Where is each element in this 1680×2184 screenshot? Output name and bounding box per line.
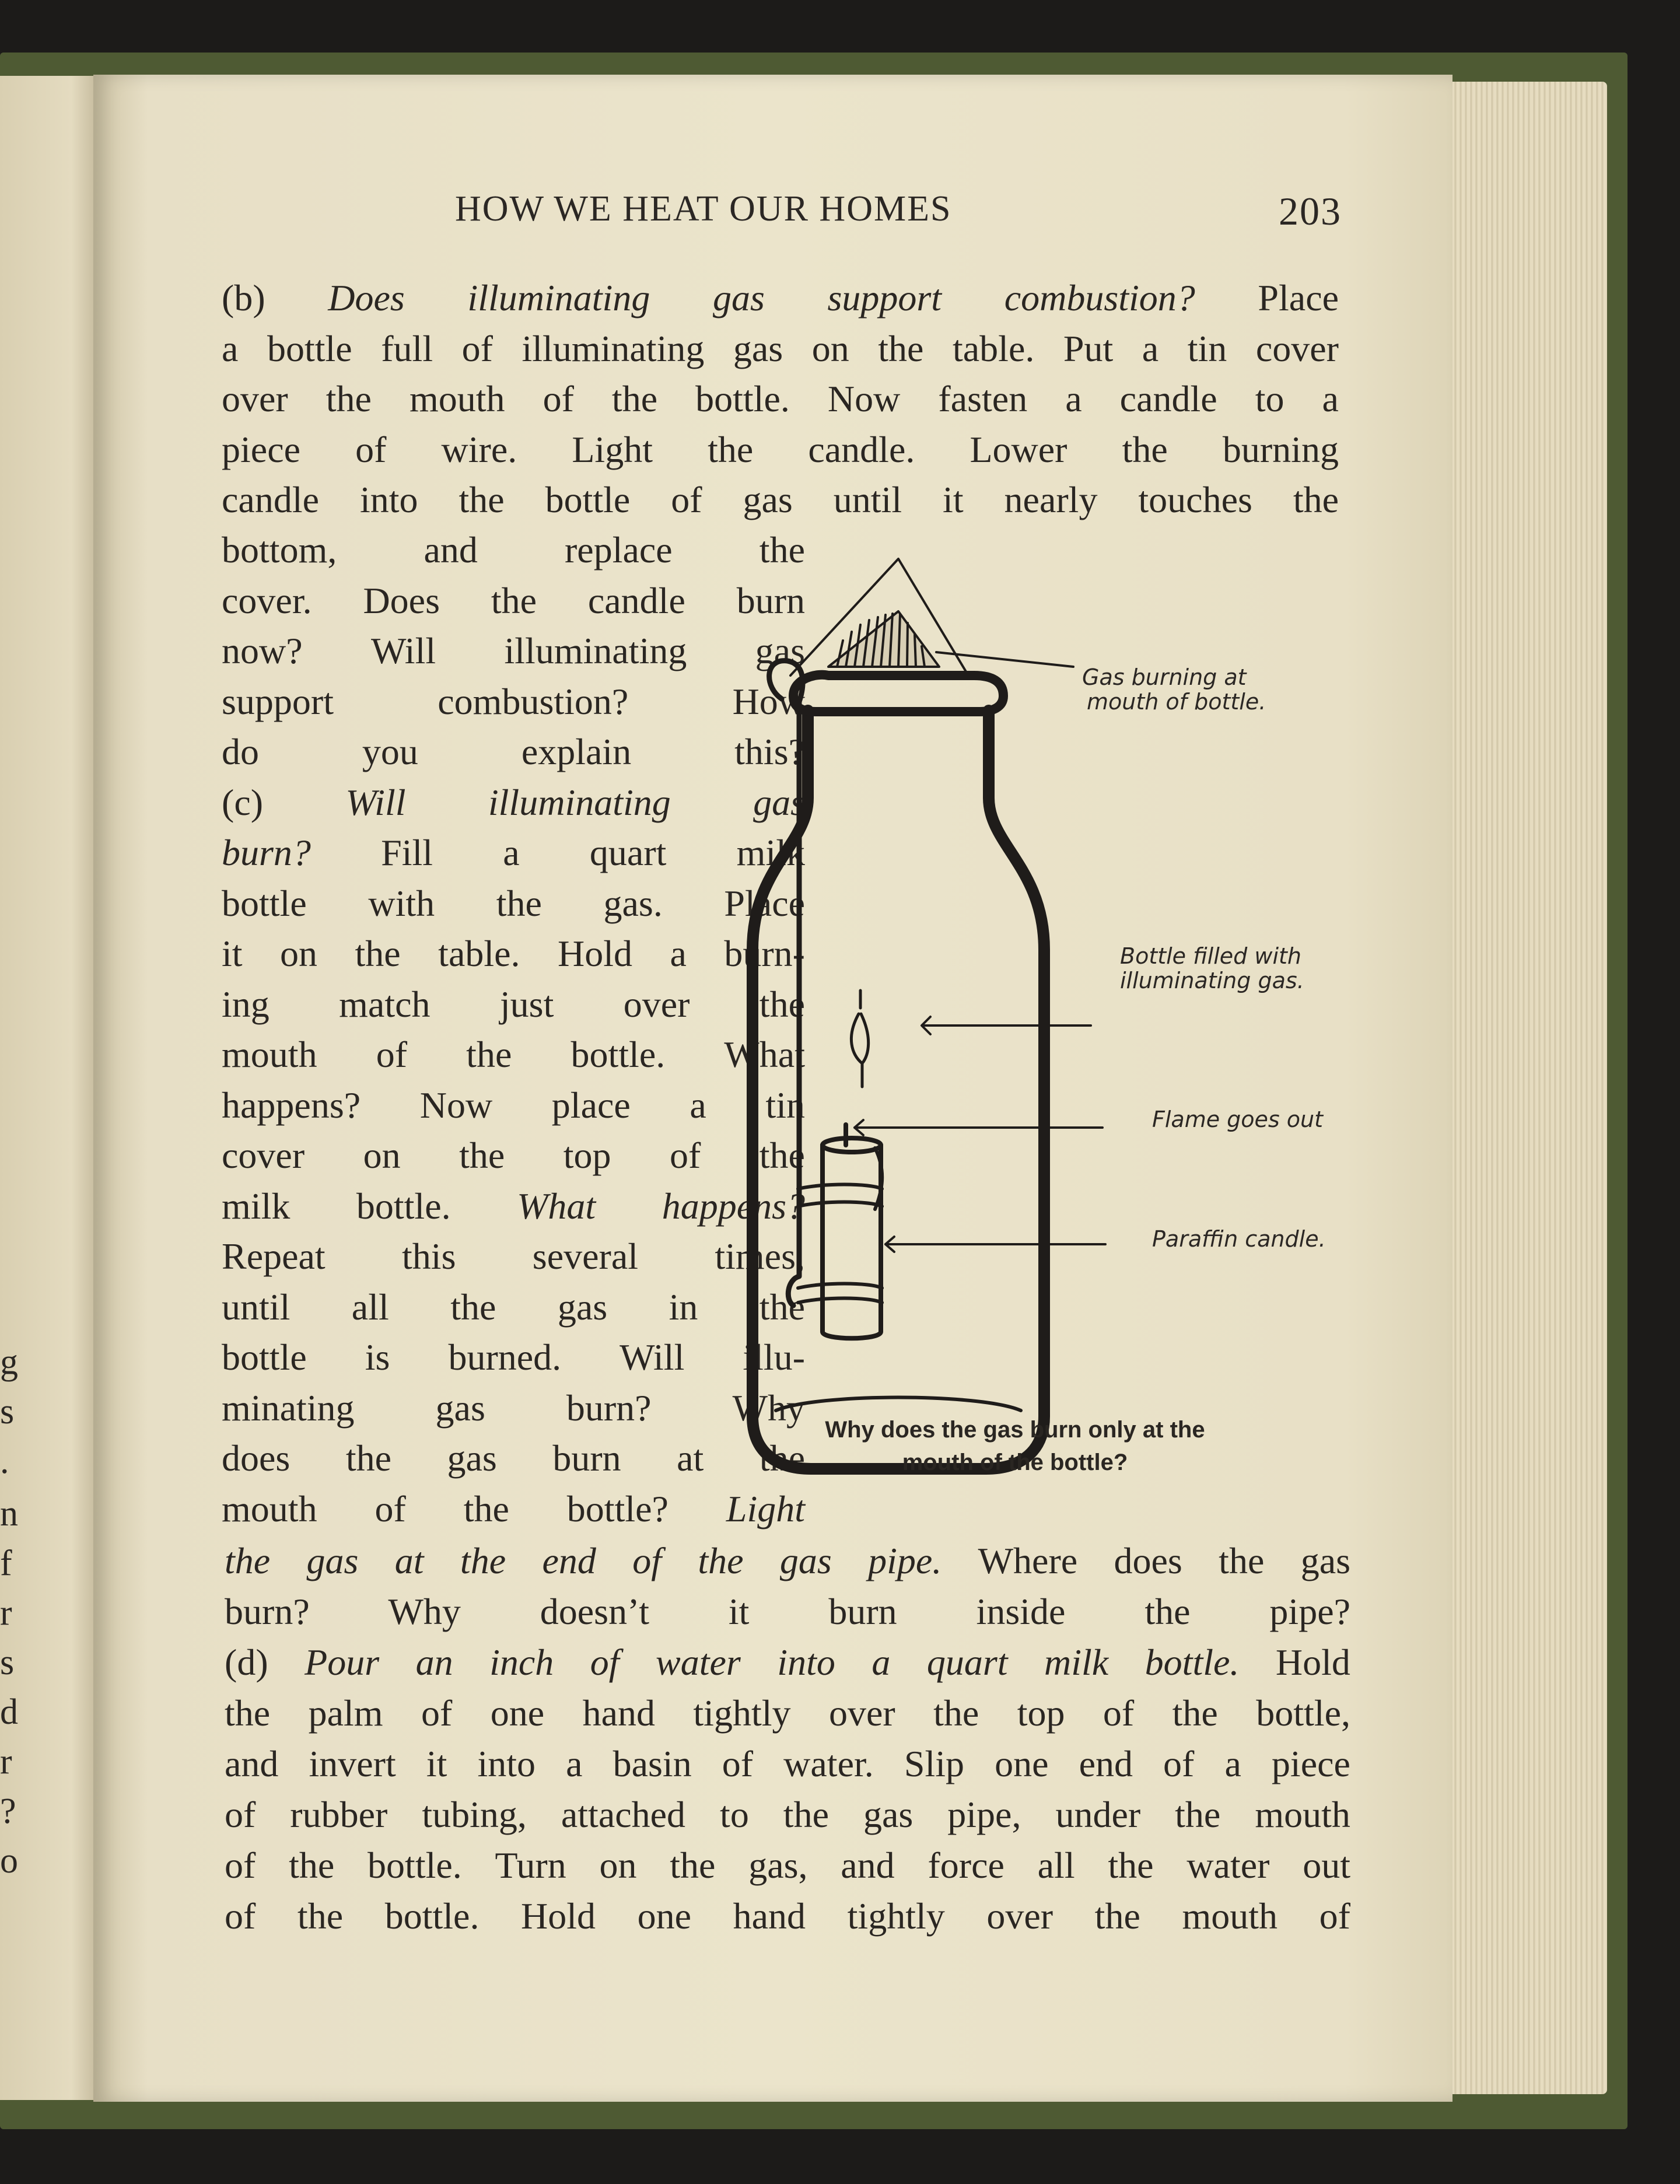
word: the (1293, 479, 1339, 520)
word: mouth (409, 378, 505, 419)
word: on (811, 327, 849, 369)
word: gas (863, 1794, 914, 1835)
running-head (455, 188, 1342, 241)
word: the (759, 1286, 805, 1328)
word: Lower (970, 428, 1068, 470)
word: burned. (448, 1336, 562, 1378)
word: in (668, 1286, 698, 1328)
word: Why (732, 1387, 805, 1429)
word: quart (589, 832, 667, 873)
label-bottle-filled-line1: Bottle filled with (1120, 943, 1301, 969)
word: Place (1258, 277, 1339, 318)
word: of (669, 1135, 701, 1176)
word: illuminating (504, 630, 687, 671)
word: a (566, 1743, 583, 1784)
word: over (222, 378, 288, 419)
word: tin (765, 1084, 805, 1126)
word: palm (308, 1692, 383, 1734)
word: a (1322, 378, 1339, 419)
word: of (225, 1895, 256, 1937)
word: Turn (495, 1845, 566, 1886)
word: the (355, 933, 401, 974)
word: of (590, 1642, 620, 1683)
word: (d) (225, 1642, 268, 1683)
text-line (222, 425, 1339, 475)
word: of (722, 1743, 754, 1784)
word: What (724, 1034, 805, 1075)
word: on (280, 933, 318, 974)
word: replace (564, 529, 673, 570)
word: at (677, 1437, 704, 1479)
word: wire. (441, 428, 517, 470)
word: burn? (222, 832, 311, 873)
word: the (1219, 1540, 1265, 1581)
word: end (542, 1540, 596, 1581)
word: touches (1138, 479, 1252, 520)
word: burn (552, 1437, 621, 1479)
text-run: What happens? (517, 1185, 805, 1227)
left-page-char: d (0, 1692, 18, 1732)
word: combustion? (438, 680, 629, 722)
label-bottle-filled-line2: illuminating gas. (1120, 968, 1304, 993)
text-line (222, 1030, 805, 1080)
word: gas (779, 1540, 832, 1581)
page-number: 203 (1279, 189, 1342, 233)
bottle-outline (752, 710, 1044, 1469)
word: this (402, 1236, 456, 1277)
left-page-char: g (0, 1342, 18, 1382)
word: of (632, 1540, 662, 1581)
word: the (1122, 428, 1168, 470)
word: candle (222, 479, 319, 520)
word: cover (1255, 327, 1339, 369)
word: bottle. (570, 1034, 666, 1075)
word: tightly (847, 1895, 945, 1937)
word: the (466, 1034, 512, 1075)
word: gas (557, 1286, 608, 1328)
word: the (289, 1845, 335, 1886)
word: water (1186, 1845, 1270, 1886)
text-line (222, 1080, 805, 1130)
word: and (225, 1743, 279, 1784)
word: of (1102, 1692, 1135, 1734)
word: place (551, 1084, 631, 1126)
text-line (225, 1840, 1350, 1891)
word: the (611, 378, 658, 419)
word: several (532, 1236, 638, 1277)
word: gas (435, 1387, 485, 1429)
word: table. (438, 933, 520, 974)
word: Does (328, 277, 405, 318)
extinguished-flame (851, 991, 868, 1063)
word: of (1319, 1895, 1350, 1937)
word: Hold (558, 933, 632, 974)
bottle-rim (793, 675, 1003, 712)
text-line (222, 1484, 805, 1534)
word: attached (561, 1794, 686, 1835)
word: a (1065, 378, 1082, 419)
word: nearly (1004, 479, 1098, 520)
word: to (720, 1794, 749, 1835)
word: Will (370, 630, 436, 671)
word: gas (755, 630, 805, 671)
word: with (368, 882, 435, 924)
word: of (225, 1794, 256, 1835)
word: of (671, 479, 702, 520)
word: gas (712, 277, 765, 318)
word: burn? (566, 1387, 652, 1429)
book-page (93, 75, 1452, 2102)
word: a (690, 1084, 706, 1126)
word: into (777, 1642, 835, 1683)
word: the (933, 1692, 979, 1734)
word: and (424, 529, 478, 570)
word: the (345, 1437, 391, 1479)
word: the (759, 983, 805, 1025)
word: bottle, (1256, 1692, 1350, 1734)
word: the (463, 1488, 509, 1530)
label-gas-burning-line2: mouth of bottle. (1087, 689, 1266, 715)
word: one (637, 1895, 692, 1937)
word: over (986, 1895, 1054, 1937)
word: Hold (521, 1895, 596, 1937)
text-line (225, 1587, 1350, 1637)
label-flame-out: Flame goes out (1152, 1107, 1324, 1132)
word: just (499, 983, 554, 1025)
left-page-char: o (0, 1841, 18, 1881)
word: piece (222, 428, 300, 470)
word: gas (1300, 1540, 1350, 1581)
word: hand (582, 1692, 655, 1734)
word: Light (726, 1488, 805, 1530)
word: Slip (904, 1743, 964, 1784)
word: a (872, 1642, 891, 1683)
word: Where (978, 1540, 1078, 1581)
text-line (222, 1383, 805, 1433)
word: Does (363, 579, 440, 621)
caption-line-1: Why does the gas burn only at the (825, 1417, 1205, 1443)
word: the (225, 1540, 271, 1581)
word: the (759, 529, 805, 570)
word: bottle. (695, 378, 790, 419)
word: out (1303, 1845, 1350, 1886)
word: at (394, 1540, 424, 1581)
word: it (943, 479, 964, 520)
word: Put (1063, 327, 1114, 369)
paraffin-candle (798, 1125, 882, 1338)
left-page-char: . (0, 1441, 9, 1481)
text-line (222, 828, 805, 878)
word: gas (753, 781, 805, 823)
word: pipe, (947, 1794, 1021, 1835)
text-line (222, 778, 805, 828)
text-run: do you explain this? (222, 731, 805, 772)
word: inch (489, 1642, 554, 1683)
word: gas (447, 1437, 497, 1479)
word: is (365, 1336, 390, 1378)
word: gas (743, 479, 793, 520)
word: the (297, 1895, 344, 1937)
word: Repeat (222, 1236, 326, 1277)
word: of (421, 1692, 453, 1734)
word: invert (309, 1743, 396, 1784)
word: of (374, 1488, 406, 1530)
text-line (225, 1891, 1350, 1941)
word: bottle? (566, 1488, 668, 1530)
word: water. (783, 1743, 874, 1784)
word: over (828, 1692, 895, 1734)
text-line (222, 878, 805, 929)
word: illuminating (467, 277, 650, 318)
word: the (326, 378, 372, 419)
word: mouth (222, 1034, 317, 1075)
word: of (376, 1034, 408, 1075)
text-line (222, 324, 1339, 374)
word: mouth (1182, 1895, 1278, 1937)
word: pipe. (868, 1540, 942, 1581)
word: of (461, 327, 493, 369)
word: candle (587, 579, 685, 621)
word: match (339, 983, 430, 1025)
word: ing (222, 983, 270, 1025)
word: the (759, 1437, 805, 1479)
word: the (878, 327, 924, 369)
word: the (1094, 1895, 1140, 1937)
word: it (426, 1743, 447, 1784)
word: bottle. (384, 1895, 480, 1937)
word: an (415, 1642, 453, 1683)
left-page-char: s (0, 1392, 15, 1432)
left-page-char: s (0, 1643, 15, 1682)
word: cover (222, 1135, 305, 1176)
word: bottle. (1144, 1642, 1240, 1683)
label-gas-burning-line1: Gas burning at (1082, 664, 1247, 690)
word: mouth (1255, 1794, 1350, 1835)
word: Now (419, 1084, 493, 1126)
word: support (222, 680, 334, 722)
word: hand (733, 1895, 806, 1937)
text-line (222, 677, 805, 727)
word: the (1108, 1845, 1154, 1886)
word: How (732, 680, 805, 722)
page-stack (1441, 82, 1607, 2094)
word: all (1037, 1845, 1075, 1886)
word: rubber (290, 1794, 388, 1835)
word: the (698, 1540, 744, 1581)
word: it (222, 933, 243, 974)
word: the (496, 882, 542, 924)
text-line (222, 1181, 805, 1231)
text-line (222, 1332, 805, 1382)
word: burning (1222, 428, 1339, 470)
text-line (222, 1433, 805, 1483)
word: candle (1119, 378, 1217, 419)
word: of (542, 378, 574, 419)
word: the (759, 1135, 805, 1176)
word: minating (222, 1387, 355, 1429)
word: a (503, 832, 520, 873)
text-line (225, 1536, 1350, 1586)
word: into (477, 1743, 536, 1784)
word: the (1172, 1692, 1218, 1734)
text-line (222, 374, 1339, 424)
word: tightly (693, 1692, 791, 1734)
word: basin (612, 1743, 692, 1784)
word: top (563, 1135, 611, 1176)
left-page-char: r (0, 1593, 12, 1633)
word: to (1255, 378, 1284, 419)
word: Place (724, 882, 805, 924)
word: into (359, 479, 418, 520)
word: candle. (808, 428, 915, 470)
word: milk (736, 832, 805, 873)
word: bottle (222, 882, 307, 924)
text-line (222, 727, 805, 777)
word: Now (827, 378, 901, 419)
word: cover. (222, 579, 312, 621)
word: the (1175, 1794, 1221, 1835)
word: the (225, 1692, 271, 1734)
word: gas (306, 1540, 359, 1581)
text-line (222, 929, 805, 979)
word: bottle (222, 1336, 307, 1378)
word: gas. (603, 882, 663, 924)
label-gas-burning (1082, 665, 1266, 714)
word: Will (620, 1336, 685, 1378)
word: until (833, 479, 902, 520)
text-line (222, 1282, 805, 1332)
left-facing-page (0, 76, 102, 2100)
text-line (222, 626, 805, 676)
word: tin (1187, 327, 1227, 369)
text-run: milk bottle. (222, 1185, 517, 1227)
word: a (1224, 1743, 1241, 1784)
word: fasten (938, 378, 1028, 419)
left-page-char: ? (0, 1791, 16, 1831)
word: the (491, 579, 537, 621)
word: on (363, 1135, 401, 1176)
word: a (670, 933, 687, 974)
word: the (708, 428, 754, 470)
text-run: burn? Why doesn’t it burn inside the pipe? (225, 1591, 1350, 1632)
word: the (459, 1135, 505, 1176)
text-line (222, 525, 805, 575)
word: happens? (222, 1084, 361, 1126)
word: top (1017, 1692, 1065, 1734)
word: of (1163, 1743, 1195, 1784)
word: Will (345, 781, 406, 823)
word: gas (733, 327, 783, 369)
word: the (670, 1845, 716, 1886)
word: and (841, 1845, 895, 1886)
text-line (222, 576, 805, 626)
word: combustion? (1004, 277, 1195, 318)
word: Light (572, 428, 653, 470)
burning-gas-hatching (828, 611, 939, 667)
word: the (450, 1286, 496, 1328)
word: illuminating (488, 781, 671, 823)
word: does (1114, 1540, 1182, 1581)
text-line (222, 979, 805, 1030)
left-page-char: n (0, 1494, 18, 1534)
word: Fill (381, 832, 433, 873)
text-line (225, 1688, 1350, 1738)
text-line (225, 1739, 1350, 1789)
text-line (222, 273, 1339, 323)
word: mouth (222, 1488, 317, 1530)
word: quart (926, 1642, 1008, 1683)
word: of (225, 1845, 256, 1886)
word: bottle (267, 327, 352, 369)
word: one (490, 1692, 545, 1734)
word: all (351, 1286, 389, 1328)
label-bottle-filled (1120, 944, 1304, 993)
word: end (1079, 1743, 1133, 1784)
word: Pour (304, 1642, 380, 1683)
word: now? (222, 630, 303, 671)
word: bottle (545, 479, 631, 520)
word: the (460, 1540, 506, 1581)
word: burn- (724, 933, 805, 974)
text-line (225, 1790, 1350, 1840)
word: Hold (1275, 1642, 1350, 1683)
word: milk (1044, 1642, 1109, 1683)
bottle-bottom (776, 1398, 1021, 1411)
word: a (222, 327, 239, 369)
word: table. (952, 327, 1035, 369)
word: burn (736, 579, 805, 621)
word: over (623, 983, 690, 1025)
caption-line-2: mouth of the bottle? (902, 1450, 1128, 1475)
word: of (355, 428, 387, 470)
word: tubing, (422, 1794, 527, 1835)
word: (c) (222, 781, 264, 823)
word: gas, (748, 1845, 808, 1886)
word: the (459, 479, 505, 520)
text-line (225, 1637, 1350, 1688)
word: water (656, 1642, 741, 1683)
leader-gas (936, 652, 1073, 667)
word: force (928, 1845, 1005, 1886)
word: under (1055, 1794, 1141, 1835)
word: full (381, 327, 433, 369)
word: illu- (743, 1336, 805, 1378)
word: a (1142, 327, 1159, 369)
left-page-char: r (0, 1742, 12, 1782)
word: does (222, 1437, 290, 1479)
word: support (827, 277, 942, 318)
word: (b) (222, 277, 265, 318)
word: one (995, 1743, 1049, 1784)
hanging-wire (769, 661, 803, 1306)
running-title: HOW WE HEAT OUR HOMES (455, 189, 952, 229)
word: bottle. (368, 1845, 462, 1886)
word: illuminating (522, 327, 705, 369)
left-page-char: f (0, 1544, 12, 1583)
word: on (599, 1845, 637, 1886)
word: the (783, 1794, 829, 1835)
word: piece (1271, 1743, 1350, 1784)
text-line (222, 1231, 805, 1282)
figure-caption (723, 1413, 1307, 1479)
text-line (222, 475, 1339, 525)
text-line (222, 1130, 805, 1181)
word: until (222, 1286, 290, 1328)
label-candle: Paraffin candle. (1152, 1226, 1326, 1252)
word: bottom, (222, 529, 337, 570)
word: times, (715, 1236, 805, 1277)
